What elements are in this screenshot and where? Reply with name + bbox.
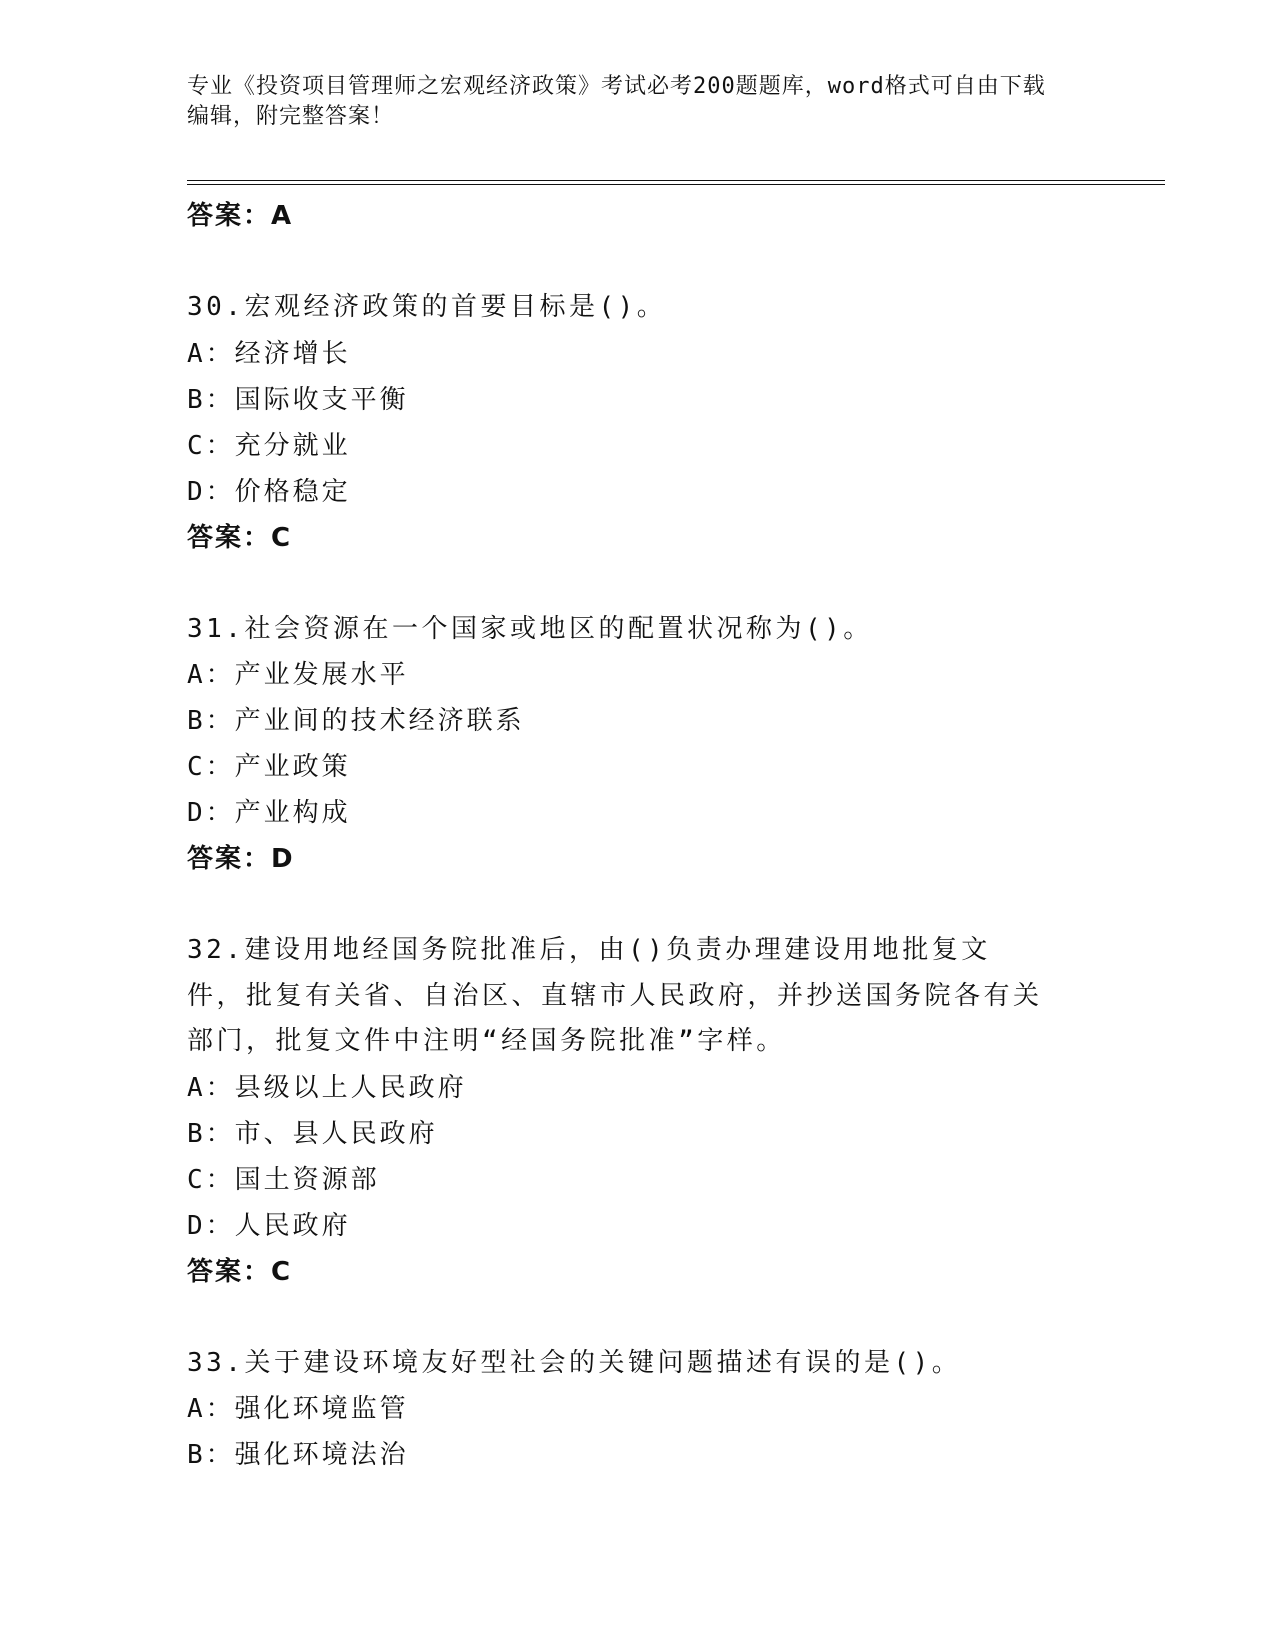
option-a: A：经济增长 <box>187 338 351 369</box>
option-b: B：市、县人民政府 <box>187 1118 438 1149</box>
question-text: 30.宏观经济政策的首要目标是()。 <box>187 292 667 322</box>
question-text: 31.社会资源在一个国家或地区的配置状况称为()。 <box>187 613 873 644</box>
answer-line: 答案：C <box>187 522 293 553</box>
option-b: B：产业间的技术经济联系 <box>187 706 525 736</box>
answer-line: 答案：D <box>187 844 295 874</box>
answer-line: 答案：C <box>187 1256 293 1287</box>
option-a: A：产业发展水平 <box>187 660 409 690</box>
question-list <box>187 193 1087 1478</box>
option-c: C：产业政策 <box>187 752 351 782</box>
option-c: C：国土资源部 <box>187 1164 380 1195</box>
question-31 <box>187 607 1087 883</box>
document-header: 专业《投资项目管理师之宏观经济政策》考试必考200题题库，word格式可自由下载编辑，附完整答案！ <box>187 74 1046 129</box>
question-33 <box>187 1341 1087 1479</box>
option-d: D：人民政府 <box>187 1210 351 1241</box>
option-c: C：充分就业 <box>187 430 351 461</box>
header-divider-top <box>187 180 1165 181</box>
option-d: D：产业构成 <box>187 798 351 828</box>
option-a: A：县级以上人民政府 <box>187 1072 467 1103</box>
option-b: B：强化环境法治 <box>187 1440 409 1470</box>
option-b: B：国际收支平衡 <box>187 384 409 415</box>
question-text: 33.关于建设环境友好型社会的关键问题描述有误的是()。 <box>187 1347 962 1378</box>
answer-line: 答案：A <box>187 201 294 231</box>
question-text: 32.建设用地经国务院批准后，由()负责办理建设用地批复文件，批复有关省、自治区、直辖市人民政府，并抄送国务院各有关部门，批复文件中注明“经国务院批准”字样。 <box>187 935 1043 1056</box>
header-divider-bottom <box>187 184 1165 185</box>
question-30 <box>187 285 1087 561</box>
question-32 <box>187 928 1087 1295</box>
option-d: D：价格稳定 <box>187 476 351 507</box>
option-a: A：强化环境监管 <box>187 1394 409 1424</box>
